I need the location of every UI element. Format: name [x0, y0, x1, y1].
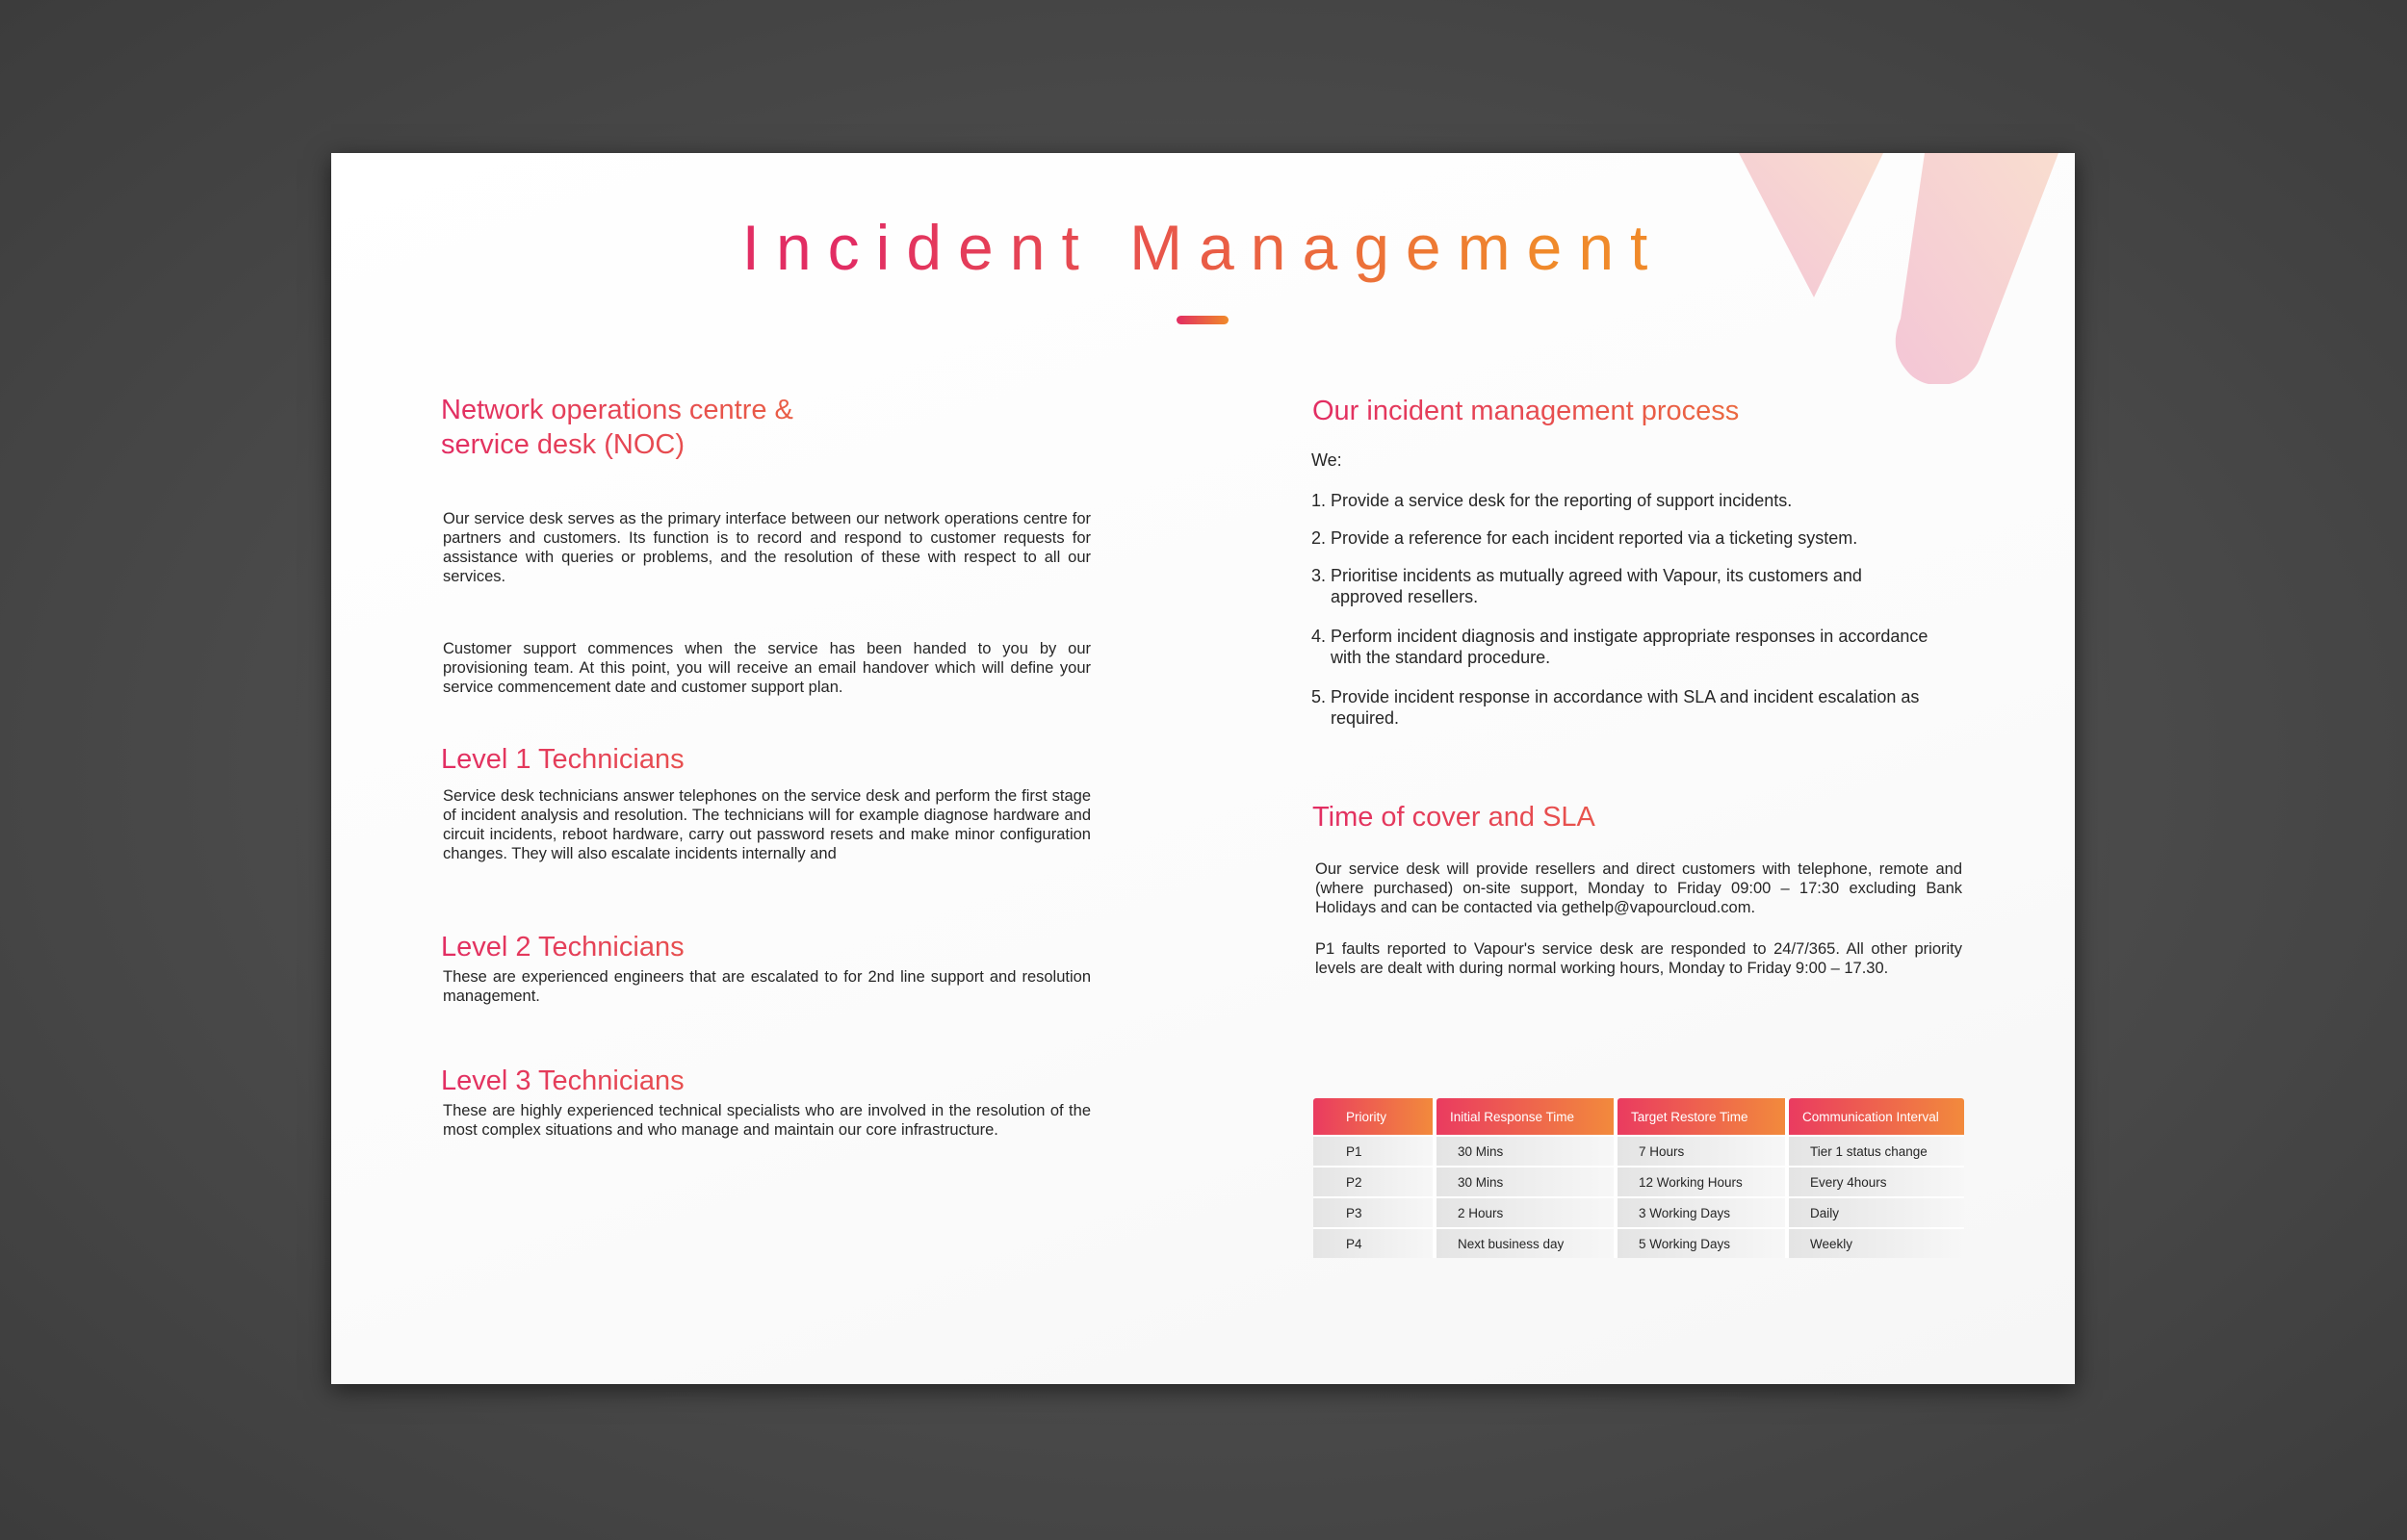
- level1-heading: Level 1 Technicians: [441, 742, 1115, 777]
- noc-paragraph-1: Our service desk serves as the primary interface between our network operations centre for partners and customers. Its function is to record and respond to customer requests for assistance with queries or problems, and the resolution of these with respect to all our services.: [443, 510, 1091, 585]
- sla-header-priority: Priority: [1313, 1098, 1436, 1135]
- cover-paragraph-1: Our service desk will provide resellers and direct customers with telephone, remote and (where purchased) on-site support, Monday to Friday 09:00 – 17:30 excluding Bank Holidays and can be contacted via gethelp@vapourcloud.com.: [1315, 860, 1962, 916]
- process-step: 1. Provide a service desk for the reporting of support incidents.: [1311, 491, 1793, 510]
- table-cell: Tier 1 status change: [1789, 1135, 1964, 1166]
- table-cell: Next business day: [1436, 1227, 1618, 1258]
- level2-heading: Level 2 Technicians: [441, 930, 1115, 964]
- sla-header-communication-interval: Communication Interval: [1789, 1098, 1964, 1135]
- cover-heading: Time of cover and SLA: [1312, 800, 1986, 834]
- level3-text: These are highly experienced technical specialists who are involved in the resolution of the most complex situations and who manage and maintain our core infrastructure.: [443, 1102, 1091, 1139]
- table-cell: P2: [1313, 1166, 1436, 1196]
- noc-paragraph-2: Customer support commences when the service has been handed to you by our provisioning team. At this point, you will receive an email handover which will define your service commencement date and customer support plan.: [443, 640, 1091, 696]
- noc-heading-line1: Network operations centre &: [441, 395, 793, 425]
- table-row: [1313, 1196, 1964, 1227]
- process-intro: We:: [1311, 450, 1342, 470]
- process-step: 4. Perform incident diagnosis and instigate appropriate responses in accordance with the standard procedure.: [1311, 627, 1928, 667]
- cover-paragraph-2: P1 faults reported to Vapour's service desk are responded to 24/7/365. All other priority levels are dealt with during normal working hours, Monday to Friday 9:00 – 17.30.: [1315, 940, 1962, 977]
- page-title: Incident Management: [331, 211, 2075, 284]
- sla-table: [1313, 1098, 1964, 1258]
- table-cell: 12 Working Hours: [1618, 1166, 1789, 1196]
- level3-heading: Level 3 Technicians: [441, 1064, 1115, 1098]
- table-cell: 5 Working Days: [1618, 1227, 1789, 1258]
- process-step: 3. Prioritise incidents as mutually agreed with Vapour, its customers and approved resellers.: [1311, 566, 1862, 606]
- document-page: [331, 153, 2075, 1384]
- process-step: 5. Provide incident response in accordance with SLA and incident escalation as required.: [1311, 687, 1920, 728]
- table-cell: P3: [1313, 1196, 1436, 1227]
- noc-heading: [441, 393, 1115, 462]
- table-cell: 30 Mins: [1436, 1166, 1618, 1196]
- level1-text: Service desk technicians answer telephones on the service desk and perform the first stage of incident analysis and resolution. The technicians will for example diagnose hardware and circuit incidents, reboot hardware, carry out password resets and make minor configuration changes. They will also escalate incidents internally and: [443, 787, 1091, 862]
- table-row: [1313, 1227, 1964, 1258]
- table-cell: 7 Hours: [1618, 1135, 1789, 1166]
- table-cell: 3 Working Days: [1618, 1196, 1789, 1227]
- table-cell: Daily: [1789, 1196, 1964, 1227]
- level2-text: These are experienced engineers that are escalated to for 2nd line support and resolution management.: [443, 968, 1091, 1005]
- table-cell: P1: [1313, 1135, 1436, 1166]
- table-row: [1313, 1135, 1964, 1166]
- table-row: [1313, 1166, 1964, 1196]
- sla-header-target-restore: Target Restore Time: [1618, 1098, 1789, 1135]
- table-cell: Weekly: [1789, 1227, 1964, 1258]
- table-cell: 2 Hours: [1436, 1196, 1618, 1227]
- table-cell: 30 Mins: [1436, 1135, 1618, 1166]
- sla-table-header-row: [1313, 1098, 1964, 1135]
- noc-heading-line2: service desk (NOC): [441, 429, 685, 460]
- process-heading: Our incident management process: [1312, 394, 1986, 428]
- table-cell: P4: [1313, 1227, 1436, 1258]
- process-step: 2. Provide a reference for each incident reported via a ticketing system.: [1311, 528, 1858, 548]
- table-cell: Every 4hours: [1789, 1166, 1964, 1196]
- sla-header-initial-response: Initial Response Time: [1436, 1098, 1618, 1135]
- title-underline: [1177, 316, 1229, 324]
